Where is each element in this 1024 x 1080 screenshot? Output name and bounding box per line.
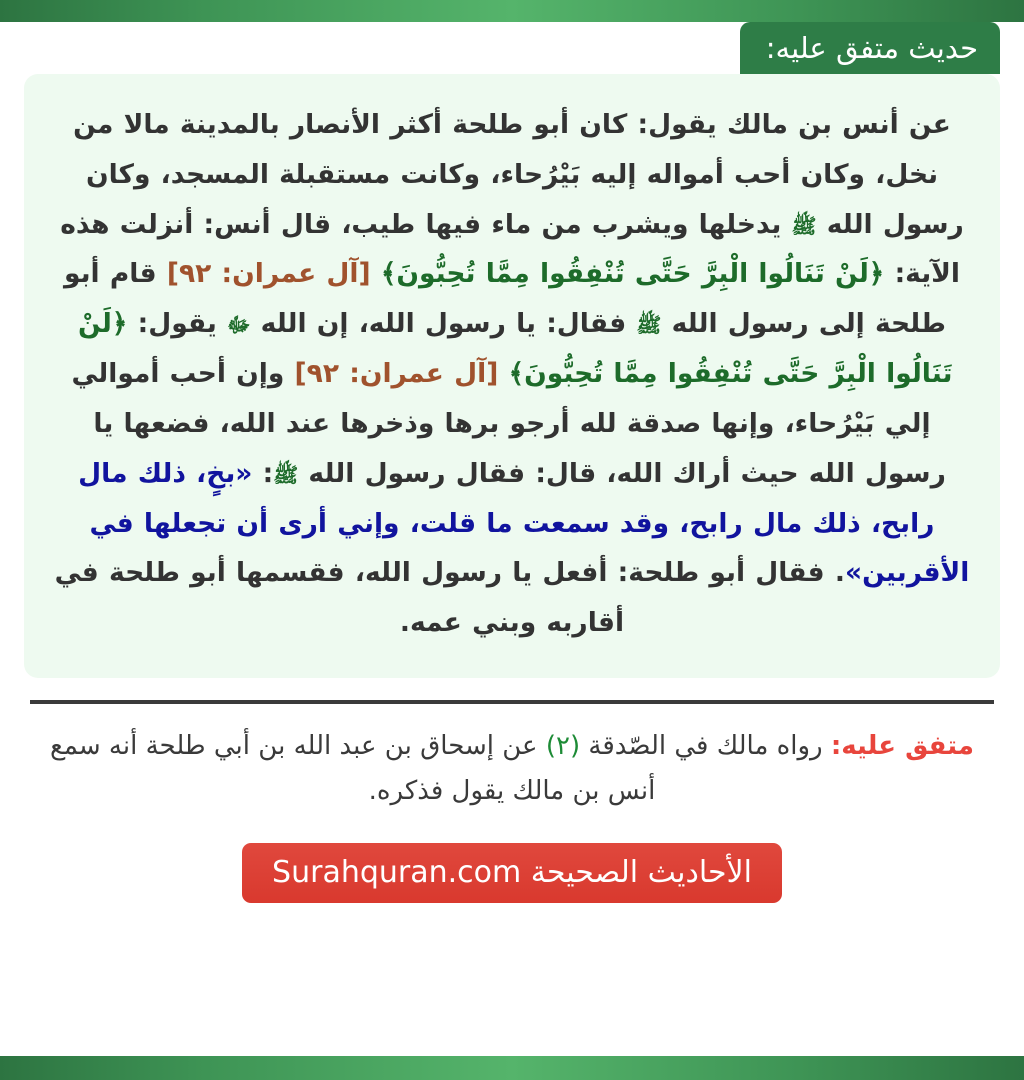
section-divider (30, 700, 994, 704)
grade-label: متفق عليه: (830, 730, 974, 761)
hadith-narration-part-6: وإن أحب أموالي إلي بَيْرُحاء، وإنها صدقة لله أرجو برها وذخرها عند الله، فضعها يا رسول الله حيث أراك الله، قال: فقال رسول الله (71, 358, 946, 489)
source-text-after-footnote: عن إسحاق بن عبد الله بن أبي طلحة أنه سمع أنس بن مالك يقول فذكره. (50, 730, 656, 806)
top-decorative-strip (0, 0, 1024, 22)
footnote-number: (٢) (545, 730, 581, 761)
hadith-card (24, 74, 1000, 678)
hadith-narration-part-3: قام أبو طلحة إلى رسول الله (63, 258, 946, 340)
hadith-narration-part-4: فقال: يا رسول الله، إن الله (260, 308, 627, 340)
hadith-colon: : (262, 457, 274, 489)
tabaraka-wataala-icon: ﷻ (227, 313, 251, 338)
sallallahu-alayhi-wasallam-icon-3: ﷺ (273, 462, 299, 487)
sallallahu-alayhi-wasallam-icon-2: ﷺ (636, 313, 662, 338)
quran-reference-2: [آل عمران: ٩٢] (294, 358, 499, 390)
hadith-narration-part-2: يدخلها ويشرب من ماء فيها طيب، قال أنس: أنزلت هذه الآية: (60, 208, 960, 290)
hadith-narration-part-8: . فقال أبو طلحة: أفعل يا رسول الله، فقسمها أبو طلحة في أقاربه وبني عمه. (54, 557, 845, 639)
footer-row (24, 843, 1000, 903)
hadith-source-attribution (24, 724, 1000, 813)
bottom-decorative-strip (0, 1056, 1024, 1080)
source-text-before-footnote: رواه مالك في الصّدقة (588, 730, 823, 761)
site-link-button[interactable]: الأحاديث الصحيحة Surahquran.com (242, 843, 782, 903)
hadith-narration-part-5: يقول: (137, 308, 217, 340)
quran-verse-1: ﴿لَنْ تَنَالُوا الْبِرَّ حَتَّى تُنْفِقُوا مِمَّا تُحِبُّونَ﴾ (380, 258, 885, 290)
sallallahu-alayhi-wasallam-icon: ﷺ (791, 213, 817, 238)
hadith-body-text (54, 100, 970, 648)
header-badge-row (24, 22, 1000, 74)
hadith-narration-part-1: عن أنس بن مالك يقول: كان أبو طلحة أكثر الأنصار بالمدينة مالا من نخل، وكان أحب أمواله إليه بَيْرُحاء، وكانت مستقبلة المسجد، وكان رسول الله (73, 109, 964, 240)
quran-reference-1: [آل عمران: ٩٢] (166, 258, 371, 290)
quran-verse-2: ﴿لَنْ تَنَالُوا الْبِرَّ حَتَّى تُنْفِقُوا مِمَّا تُحِبُّونَ﴾ (78, 308, 953, 390)
hadith-grade-badge: حديث متفق عليه: (740, 22, 1000, 74)
page-content (0, 22, 1024, 1056)
prophetic-saying-quote: «بخٍ، ذلك مال رابح، ذلك مال رابح، وقد سمعت ما قلت، وإني أرى أن تجعلها في الأقربين» (78, 457, 970, 589)
